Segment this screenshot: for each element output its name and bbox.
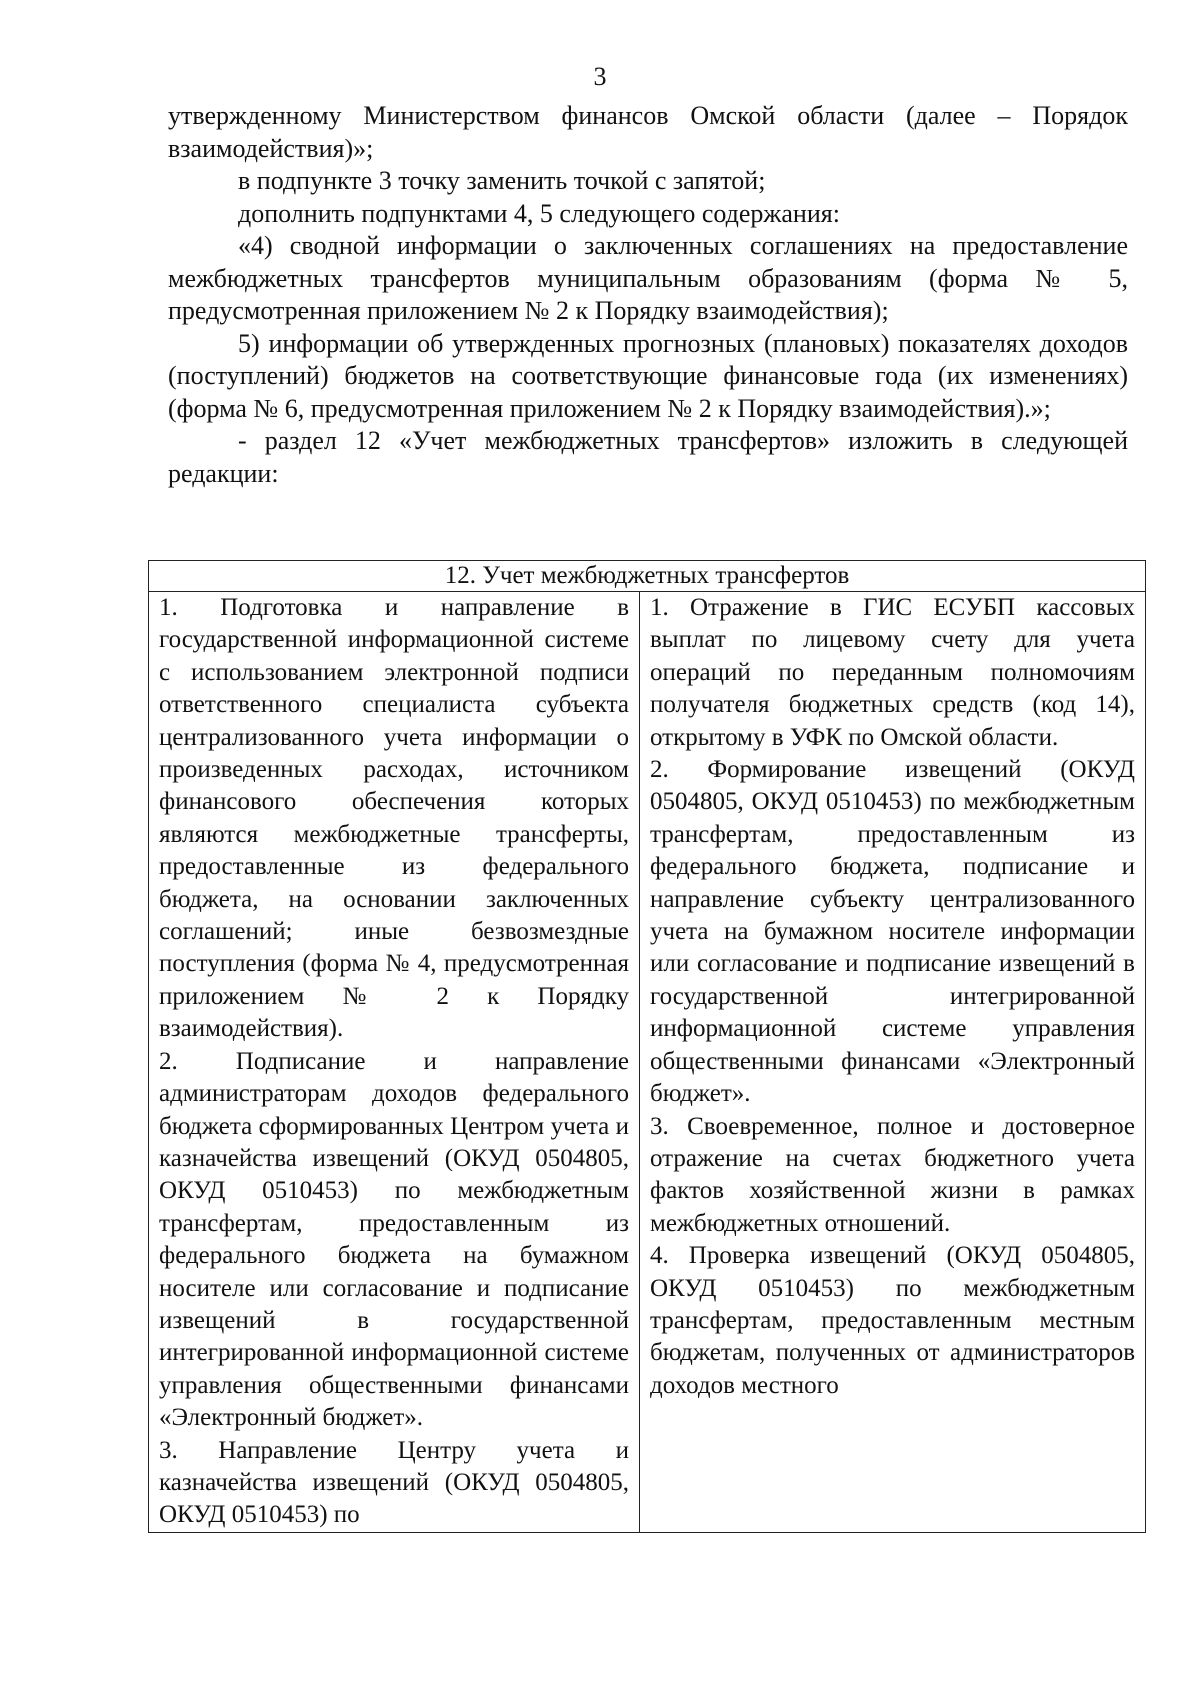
paragraph: - раздел 12 «Учет межбюджетных трансфертов» изложить в следующей редакции:: [168, 426, 1128, 488]
right-item: 3. Своевременное, полное и достоверное отражение на счетах бюджетного учета фактов хозяйственной жизни в рамках межбюджетных отношений.: [650, 1112, 1135, 1237]
document-body: [168, 100, 1128, 490]
left-item: 1. Подготовка и направление в государственной информационной системе с использованием электронной подписи ответственного специалиста субъекта централизованного учета информации о произведенных расходах, источником финансового обеспечения которых являются межбюджетные трансферты, предоставленные из федерального бюджета, на основании заключенных соглашений; иные безвозмездные поступления (форма № 4, предусмотренная приложением № 2 к Порядку взаимодействия).: [159, 594, 629, 1043]
paragraph: «4) сводной информации о заключенных соглашениях на предоставление межбюджетных трансфертов муниципальным образованиям (форма № 5, предусмотренная приложением № 2 к Порядку взаимодействия);: [168, 231, 1128, 325]
left-item: 3. Направление Центру учета и казначейства извещений (ОКУД 0504805, ОКУД 0510453) по: [159, 1436, 629, 1529]
paragraph: утвержденному Министерством финансов Омской области (далее – Порядок взаимодействия)»;: [168, 101, 1128, 163]
table-title: 12. Учет межбюджетных трансфертов: [149, 561, 1146, 592]
paragraph: дополнить подпунктами 4, 5 следующего содержания:: [238, 198, 840, 228]
table-row: [149, 592, 1146, 1533]
left-column: [149, 592, 640, 1533]
left-item: 2. Подписание и направление администраторам доходов федерального бюджета сформированных Центром учета и казначейства извещений (ОКУД 0504805, ОКУД 0510453) по межбюджетным трансфертам, предоставленным из федерального бюджета на бумажном носителе или согласование и подписание извещений в государственной интегрированной информационной системе управления общественными финансами «Электронный бюджет».: [159, 1047, 629, 1432]
right-column: [640, 592, 1146, 1533]
section-table: [148, 560, 1146, 1533]
table-header-row: [149, 561, 1146, 592]
paragraph: в подпункте 3 точку заменить точкой с запятой;: [238, 166, 766, 195]
page-number: 3: [593, 62, 607, 91]
right-item: 1. Отражение в ГИС ЕСУБП кассовых выплат по лицевому счету для учета операций по переданным полномочиям получателя бюджетных средств (код 14), открытому в УФК по Омской области.: [650, 594, 1135, 751]
right-item: 4. Проверка извещений (ОКУД 0504805, ОКУД 0510453) по межбюджетным трансфертам, предоставленным местным бюджетам, полученных от администраторов доходов местного: [650, 1242, 1135, 1399]
paragraph: 5) информации об утвержденных прогнозных (плановых) показателях доходов (поступлений) бюджетов на соответствующие финансовые года (их изменениях) (форма № 6, предусмотренная приложением № 2 к Порядку взаимодействия).»;: [168, 328, 1128, 423]
right-item: 2. Формирование извещений (ОКУД 0504805, ОКУД 0510453) по межбюджетным трансфертам, предоставленным из федерального бюджета, подписание и направление субъекту централизованного учета на бумажном носителе информации или согласование и подписание извещений в государственной интегрированной информационной системе управления общественными финансами «Электронный бюджет».: [650, 756, 1135, 1108]
